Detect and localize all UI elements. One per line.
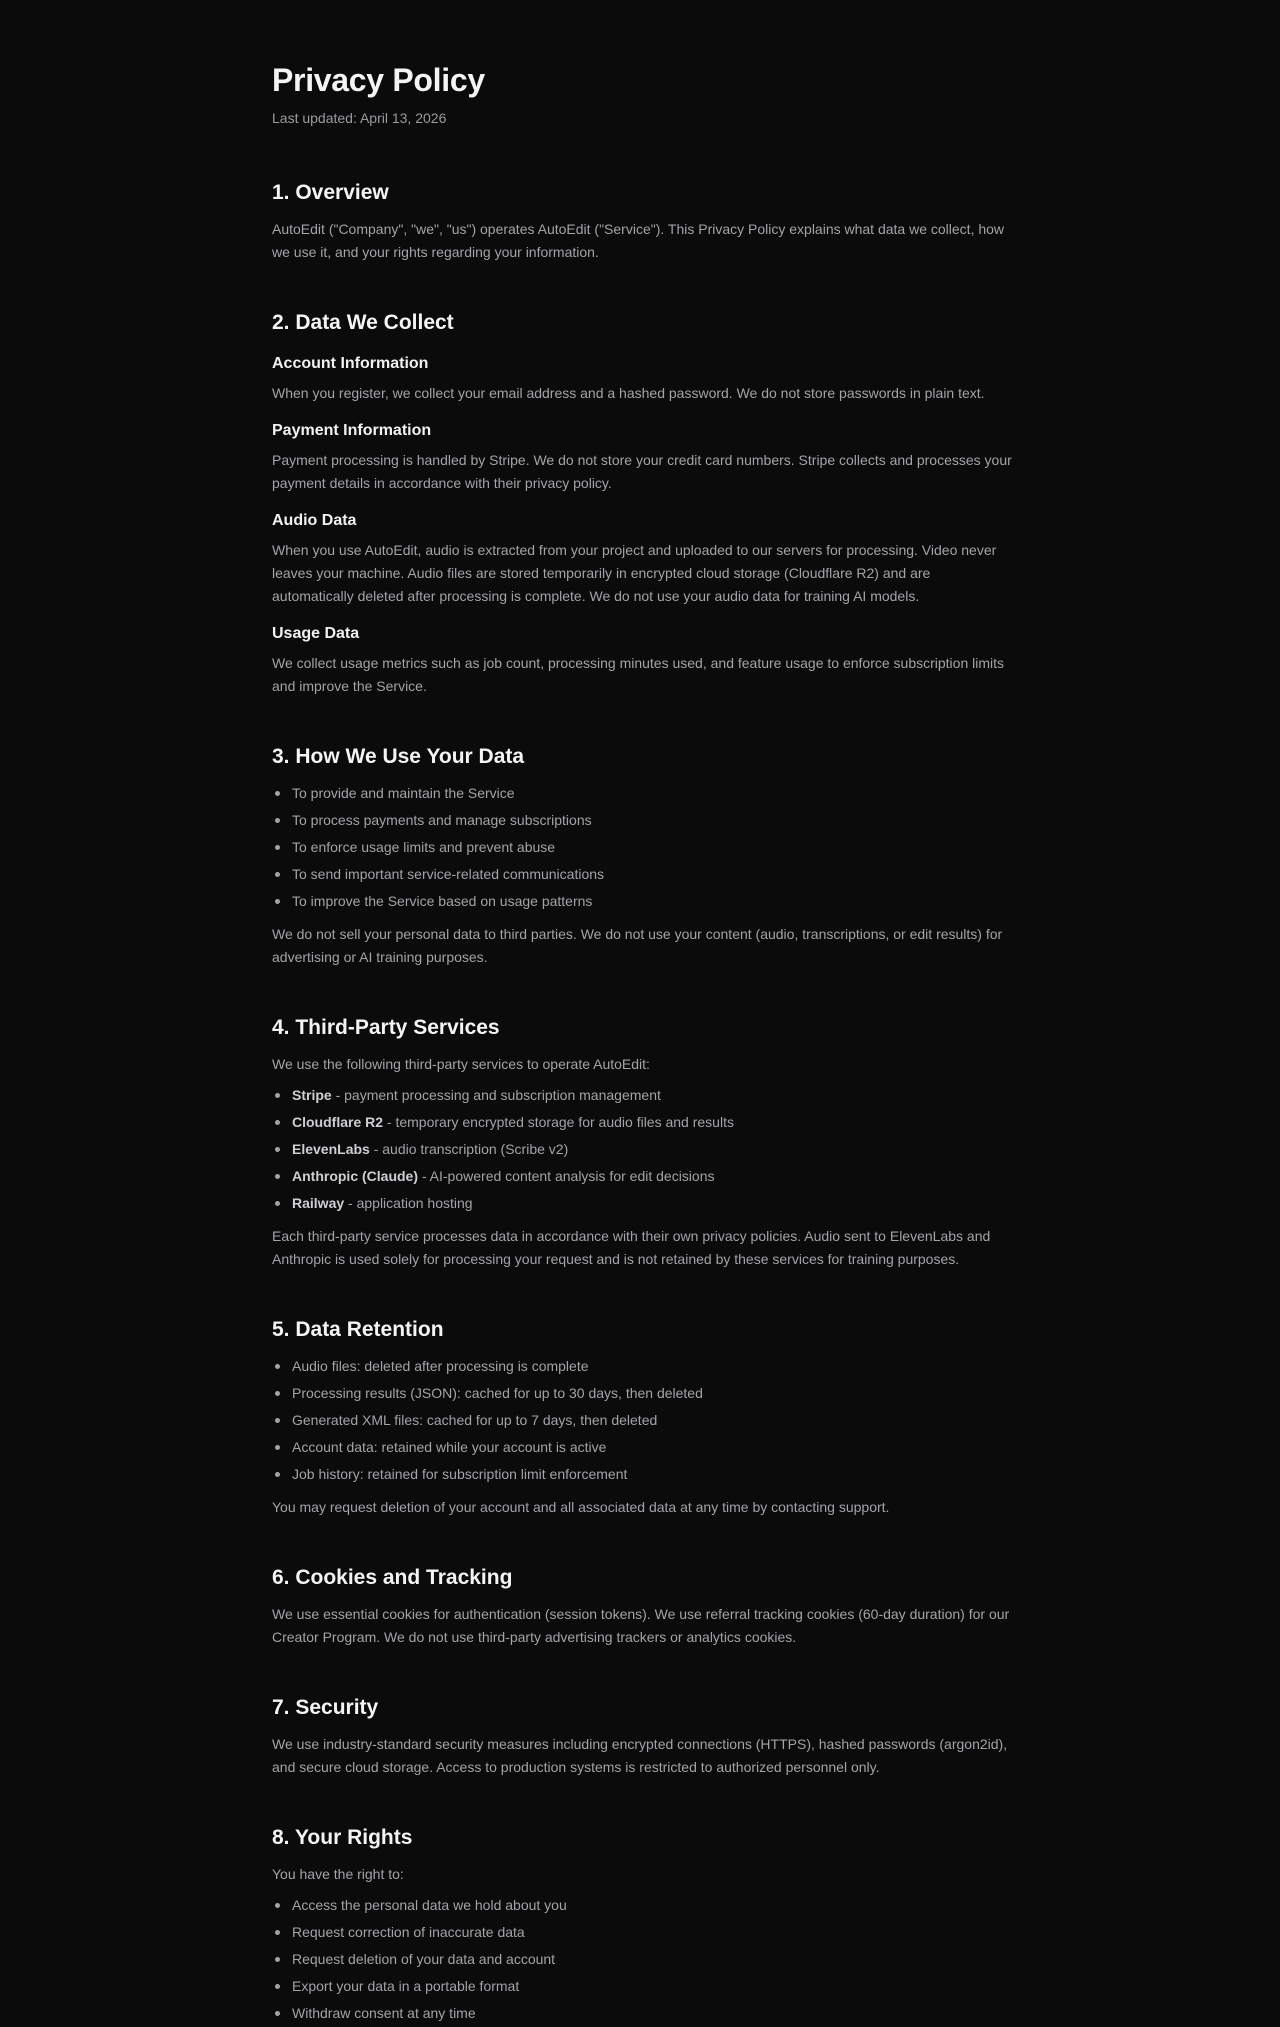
service-description: - temporary encrypted storage for audio files and results: [383, 1114, 734, 1130]
section-overview: [272, 178, 1012, 264]
subsection-paragraph: When you register, we collect your email address and a hashed password. We do not store passwords in plain text.: [272, 385, 985, 401]
section-paragraph: We use industry-standard security measures including encrypted connections (HTTPS), hashed passwords (argon2id), and secure cloud storage. Access to production systems is restricted to authorized personnel only.: [272, 1736, 1008, 1775]
service-name: Cloudflare R2: [292, 1114, 384, 1130]
section-heading: 3. How We Use Your Data: [272, 745, 525, 768]
list-item: [292, 1163, 1012, 1190]
section-paragraph: We do not sell your personal data to third parties. We do not use your content (audio, transcriptions, or edit results) for advertising or AI training purposes.: [272, 926, 1003, 965]
bullet-list: [272, 780, 1012, 915]
list-item: Withdraw consent at any time: [292, 2000, 1012, 2027]
bullet-list: [272, 1082, 1012, 1217]
section-paragraph: You may request deletion of your account and all associated data at any time by contacting support.: [272, 1499, 890, 1515]
list-item: Export your data in a portable format: [292, 1973, 1012, 2000]
list-item: To send important service-related communications: [292, 861, 1012, 888]
list-item: [292, 1109, 1012, 1136]
subsection-paragraph: Payment processing is handled by Stripe. We do not store your credit card numbers. Stripe collects and processes your payment details in accordance with their privacy policy.: [272, 452, 1012, 491]
service-description: - payment processing and subscription management: [331, 1087, 661, 1103]
service-name: Railway: [292, 1195, 345, 1211]
list-item: To provide and maintain the Service: [292, 780, 1012, 807]
bullet-list: [272, 1892, 1012, 2027]
list-item: Request deletion of your data and account: [292, 1946, 1012, 1973]
bullet-list: [272, 1353, 1012, 1488]
section-intro: You have the right to:: [272, 1866, 404, 1882]
service-description: - application hosting: [344, 1195, 473, 1211]
policy-content: [272, 58, 1012, 2027]
section-heading: 4. Third-Party Services: [272, 1016, 500, 1039]
section-heading: 1. Overview: [272, 181, 389, 204]
section-paragraph: Each third-party service processes data in accordance with their own privacy policies. Audio sent to ElevenLabs and Anthropic is used solely for processing your request and is not retained by these services for training purposes.: [272, 1228, 991, 1267]
subsection-paragraph: We collect usage metrics such as job count, processing minutes used, and feature usage to enforce subscription limits and improve the Service.: [272, 655, 1005, 694]
subsection-paragraph: When you use AutoEdit, audio is extracted from your project and uploaded to our servers for processing. Video never leaves your machine. Audio files are stored temporarily in encrypted cloud storage (Cloudflare R2) and are automatically deleted after processing is complete. We do not use your audio data for training AI models.: [272, 542, 997, 604]
section-third-party: [272, 1013, 1012, 1271]
subsection-heading: Usage Data: [272, 625, 360, 642]
list-item: Access the personal data we hold about you: [292, 1892, 1012, 1919]
list-item: Job history: retained for subscription limit enforcement: [292, 1461, 1012, 1488]
service-description: - audio transcription (Scribe v2): [369, 1141, 569, 1157]
section-heading: 2. Data We Collect: [272, 311, 454, 334]
last-updated-date: Last updated: April 13, 2026: [272, 110, 447, 126]
section-heading: 6. Cookies and Tracking: [272, 1566, 513, 1589]
section-how-we-use: [272, 742, 1012, 969]
list-item: To improve the Service based on usage patterns: [292, 888, 1012, 915]
section-paragraph: AutoEdit ("Company", "we", "us") operates AutoEdit ("Service"). This Privacy Policy explains what data we collect, how we use it, and your rights regarding your information.: [272, 221, 1005, 260]
list-item: [292, 1190, 1012, 1217]
subsection-heading: Account Information: [272, 355, 429, 372]
service-description: - AI-powered content analysis for edit decisions: [418, 1168, 715, 1184]
section-data-we-collect: [272, 308, 1012, 698]
list-item: Audio files: deleted after processing is complete: [292, 1353, 1012, 1380]
subsection-heading: Payment Information: [272, 422, 432, 439]
section-heading: 5. Data Retention: [272, 1318, 444, 1341]
service-name: ElevenLabs: [292, 1141, 370, 1157]
section-data-retention: [272, 1315, 1012, 1519]
list-item: [292, 1136, 1012, 1163]
section-heading: 7. Security: [272, 1696, 379, 1719]
list-item: Processing results (JSON): cached for up to 30 days, then deleted: [292, 1380, 1012, 1407]
section-cookies: [272, 1563, 1012, 1649]
list-item: To enforce usage limits and prevent abuse: [292, 834, 1012, 861]
list-item: Account data: retained while your account is active: [292, 1434, 1012, 1461]
list-item: [292, 1082, 1012, 1109]
section-paragraph: We use essential cookies for authentication (session tokens). We use referral tracking cookies (60-day duration) for our Creator Program. We do not use third-party advertising trackers or analytics cookies.: [272, 1606, 1010, 1645]
list-item: Request correction of inaccurate data: [292, 1919, 1012, 1946]
subsection-heading: Audio Data: [272, 512, 357, 529]
section-security: [272, 1693, 1012, 1779]
section-heading: 8. Your Rights: [272, 1826, 413, 1849]
page-title: Privacy Policy: [272, 62, 485, 98]
list-item: To process payments and manage subscriptions: [292, 807, 1012, 834]
section-intro: We use the following third-party services to operate AutoEdit:: [272, 1056, 650, 1072]
service-name: Stripe: [292, 1087, 332, 1103]
list-item: Generated XML files: cached for up to 7 days, then deleted: [292, 1407, 1012, 1434]
section-your-rights: [272, 1823, 1012, 2027]
service-name: Anthropic (Claude): [292, 1168, 418, 1184]
